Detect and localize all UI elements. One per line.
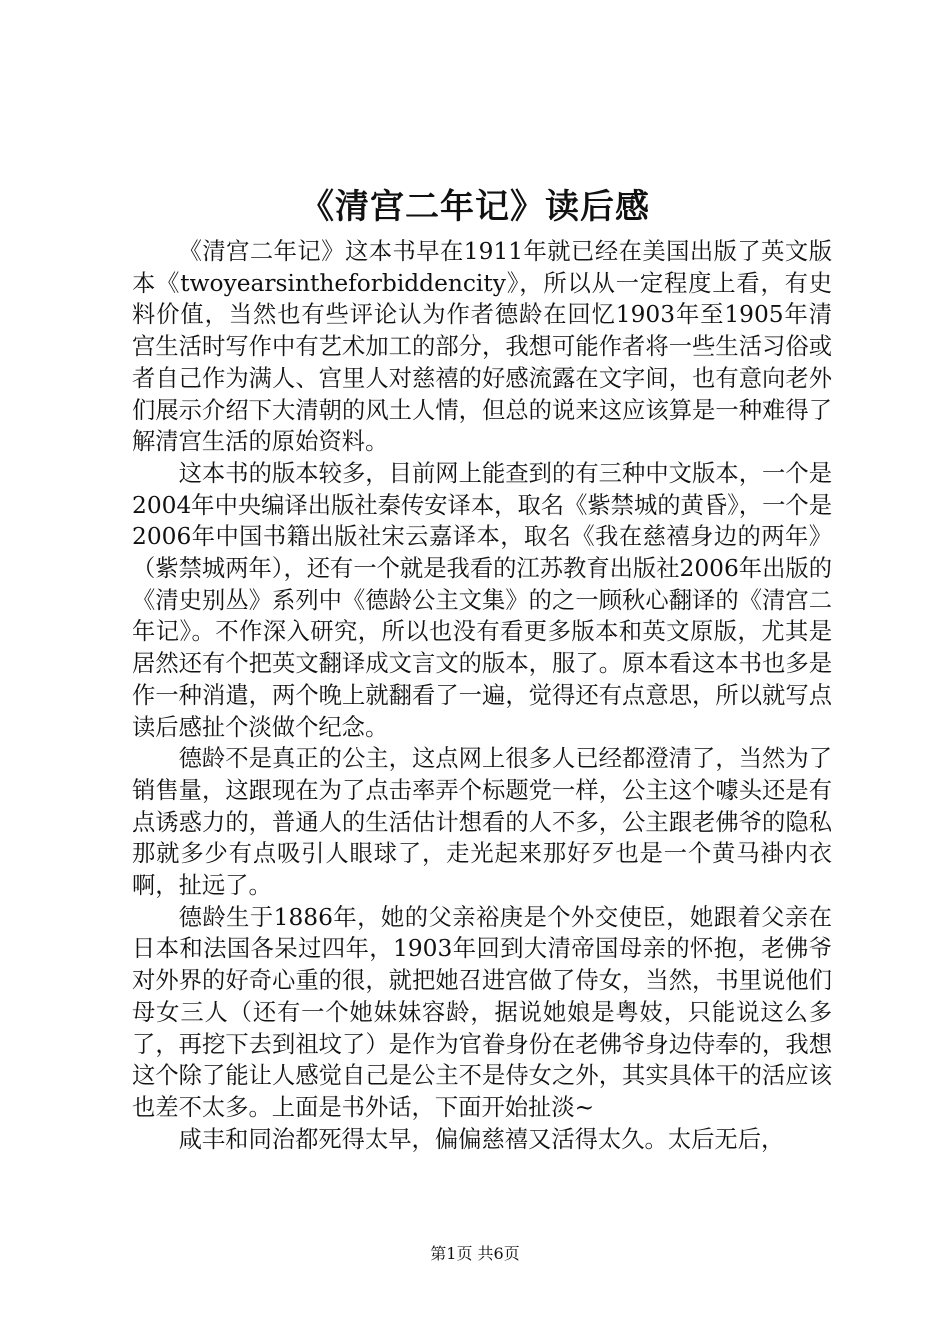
document-body <box>132 236 832 1155</box>
paragraph-5: 咸丰和同治都死得太早，偏偏慈禧又活得太久。太后无后， <box>178 1125 785 1153</box>
paragraph-3: 德龄不是真正的公主，这点网上很多人已经都澄清了，当然为了销售量，这跟现在为了点击率弄个标题党一样，公主这个噱头还是有点诱惑力的，普通人的生活估计想看的人不多，公主跟老佛爷的隐私那就多少有点吸引人眼球了，走光起来那好歹也是一个黄马褂内衣啊，扯远了。 <box>132 745 832 900</box>
page-number-footer: 第1页 共6页 <box>430 1244 520 1263</box>
paragraph-1: 《清宫二年记》这本书早在1911年就已经在美国出版了英文版本《twoyearsintheforbiddencity》，所以从一定程度上看，有史料价值，当然也有些评论认为作者德龄在回忆1903年至1905年清宫生活时写作中有艺术加工的部分，我想可能作者将一些生活习俗或者自己作为满人、宫里人对慈禧的好感流露在文字间，也有意向老外们展示介绍下大清朝的风土人情，但总的说来这应该算是一种难得了解清宫生活的原始资料。 <box>132 238 832 456</box>
document-title: 《清宫二年记》读后感 <box>300 187 650 227</box>
paragraph-2: 这本书的版本较多，目前网上能查到的有三种中文版本，一个是2004年中央编译出版社秦传安译本，取名《紫禁城的黄昏》，一个是2006年中国书籍出版社宋云嘉译本，取名《我在慈禧身边的两年》（紫禁城两年），还有一个就是我看的江苏教育出版社2006年出版的《清史别丛》系列中《德龄公主文集》的之一顾秋心翻译的《清宫二年记》。不作深入研究，所以也没有看更多版本和英文原版，尤其是居然还有个把英文翻译成文言文的版本，服了。原本看这本书也多是作一种消遣，两个晚上就翻看了一遍，觉得还有点意思，所以就写点读后感扯个淡做个纪念。 <box>132 459 832 741</box>
paragraph-4: 德龄生于1886年，她的父亲裕庚是个外交使臣，她跟着父亲在日本和法国各呆过四年，1903年回到大清帝国母亲的怀抱，老佛爷对外界的好奇心重的很，就把她召进宫做了侍女，当然，书里说他们母女三人（还有一个她妹妹容龄，据说她娘是粤妓，只能说这么多了，再挖下去到祖坟了）是作为官眷身份在老佛爷身边侍奉的，我想这个除了能让人感觉自己是公主不是侍女之外，其实具体干的活应该也差不太多。上面是书外话，下面开始扯淡~ <box>132 903 832 1121</box>
